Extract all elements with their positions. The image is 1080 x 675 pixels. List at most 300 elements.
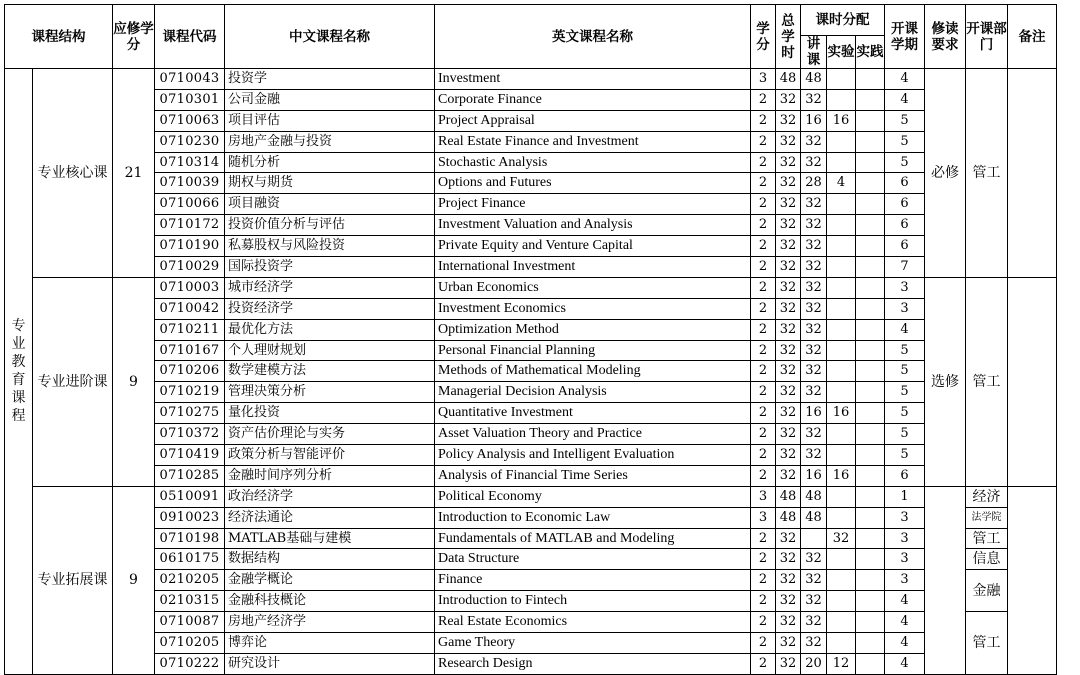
- header-department: 开课部门: [966, 5, 1008, 69]
- course-code: 0710275: [155, 403, 225, 424]
- course-code: 0610175: [155, 549, 225, 570]
- course-lecture: 32: [801, 340, 827, 361]
- course-lab: [827, 298, 856, 319]
- header-semester: 开课学期: [885, 5, 925, 69]
- course-credit: 2: [751, 89, 776, 110]
- course-hours: 32: [776, 110, 801, 131]
- header-credits-required: 应修学分: [113, 5, 155, 69]
- course-credit: 2: [751, 277, 776, 298]
- course-semester: 7: [885, 257, 925, 278]
- department-cell: 管工: [966, 612, 1008, 675]
- course-cn-name: 私募股权与风险投资: [225, 236, 435, 257]
- course-lab: 4: [827, 173, 856, 194]
- table-row: [5, 465, 1057, 486]
- course-en-name: Urban Economics: [435, 277, 751, 298]
- course-en-name: Quantitative Investment: [435, 403, 751, 424]
- course-hours: 32: [776, 570, 801, 591]
- course-semester: 6: [885, 173, 925, 194]
- group-name: 专业核心课: [33, 69, 113, 278]
- course-hours: 32: [776, 215, 801, 236]
- course-semester: 5: [885, 403, 925, 424]
- course-credit: 3: [751, 486, 776, 507]
- course-en-name: Investment: [435, 69, 751, 90]
- course-table-container: [4, 4, 1057, 675]
- course-practice: [856, 528, 885, 549]
- course-practice: [856, 131, 885, 152]
- course-credit: 2: [751, 612, 776, 633]
- course-practice: [856, 570, 885, 591]
- course-lab: [827, 89, 856, 110]
- course-semester: 5: [885, 361, 925, 382]
- course-code: 0710043: [155, 69, 225, 90]
- department-cell: 法学院: [966, 507, 1008, 528]
- course-code: 0710285: [155, 465, 225, 486]
- course-credit: 2: [751, 110, 776, 131]
- table-row: [5, 549, 1057, 570]
- table-row: [5, 340, 1057, 361]
- course-code: 0710029: [155, 257, 225, 278]
- course-en-name: Introduction to Economic Law: [435, 507, 751, 528]
- course-lab: [827, 236, 856, 257]
- course-practice: [856, 236, 885, 257]
- course-lecture: 32: [801, 236, 827, 257]
- course-table: [4, 4, 1057, 675]
- course-lecture: 28: [801, 173, 827, 194]
- department-cell: 管工: [966, 277, 1008, 486]
- course-code: 0210205: [155, 570, 225, 591]
- course-hours: 32: [776, 298, 801, 319]
- header-hours-dist: 课时分配: [801, 5, 885, 36]
- course-lab: [827, 633, 856, 654]
- department-cell: 经济: [966, 486, 1008, 507]
- course-credit: 2: [751, 257, 776, 278]
- course-code: 0710087: [155, 612, 225, 633]
- course-lecture: 32: [801, 549, 827, 570]
- table-row: [5, 633, 1057, 654]
- course-hours: 32: [776, 194, 801, 215]
- course-code: 0710063: [155, 110, 225, 131]
- course-hours: 48: [776, 507, 801, 528]
- course-cn-name: 数据结构: [225, 549, 435, 570]
- course-hours: 32: [776, 173, 801, 194]
- course-semester: 4: [885, 319, 925, 340]
- table-row: [5, 507, 1057, 528]
- course-lecture: 48: [801, 69, 827, 90]
- table-row: [5, 591, 1057, 612]
- course-cn-name: 金融科技概论: [225, 591, 435, 612]
- course-lecture: 32: [801, 319, 827, 340]
- course-lecture: 16: [801, 465, 827, 486]
- group-remark: [1008, 69, 1057, 278]
- course-lecture: 32: [801, 361, 827, 382]
- course-semester: 3: [885, 570, 925, 591]
- department-cell: 管工: [966, 69, 1008, 278]
- course-credit: 2: [751, 236, 776, 257]
- course-cn-name: 资产估价理论与实务: [225, 424, 435, 445]
- course-practice: [856, 486, 885, 507]
- course-semester: 3: [885, 549, 925, 570]
- course-practice: [856, 257, 885, 278]
- course-practice: [856, 424, 885, 445]
- course-lab: [827, 549, 856, 570]
- course-en-name: Political Economy: [435, 486, 751, 507]
- course-semester: 4: [885, 591, 925, 612]
- course-lab: 16: [827, 403, 856, 424]
- table-row: [5, 194, 1057, 215]
- course-lab: [827, 194, 856, 215]
- course-practice: [856, 445, 885, 466]
- course-lab: [827, 277, 856, 298]
- course-cn-name: 金融时间序列分析: [225, 465, 435, 486]
- department-cell: 金融: [966, 570, 1008, 612]
- course-code: 0710167: [155, 340, 225, 361]
- course-lecture: 16: [801, 403, 827, 424]
- course-cn-name: 国际投资学: [225, 257, 435, 278]
- course-hours: 48: [776, 69, 801, 90]
- course-practice: [856, 89, 885, 110]
- course-hours: 32: [776, 465, 801, 486]
- course-lecture: 32: [801, 131, 827, 152]
- header-experiment: 实验: [827, 36, 856, 69]
- course-cn-name: 最优化方法: [225, 319, 435, 340]
- course-semester: 3: [885, 507, 925, 528]
- course-cn-name: 投资价值分析与评估: [225, 215, 435, 236]
- course-code: 0710301: [155, 89, 225, 110]
- course-semester: 6: [885, 194, 925, 215]
- course-semester: 5: [885, 382, 925, 403]
- table-row: [5, 319, 1057, 340]
- course-en-name: Asset Valuation Theory and Practice: [435, 424, 751, 445]
- course-cn-name: 政治经济学: [225, 486, 435, 507]
- category-cell: 专业教育课程: [5, 69, 33, 675]
- course-hours: 32: [776, 633, 801, 654]
- course-credit: 3: [751, 69, 776, 90]
- course-en-name: Managerial Decision Analysis: [435, 382, 751, 403]
- table-row: [5, 528, 1057, 549]
- course-semester: 4: [885, 612, 925, 633]
- course-en-name: Research Design: [435, 653, 751, 674]
- course-lecture: 32: [801, 257, 827, 278]
- course-lab: [827, 424, 856, 445]
- course-code: 0710042: [155, 298, 225, 319]
- course-practice: [856, 633, 885, 654]
- course-semester: 5: [885, 110, 925, 131]
- course-code: 0710372: [155, 424, 225, 445]
- course-code: 0710206: [155, 361, 225, 382]
- course-credit: 2: [751, 361, 776, 382]
- course-hours: 32: [776, 257, 801, 278]
- course-cn-name: 房地产经济学: [225, 612, 435, 633]
- course-credit: 2: [751, 465, 776, 486]
- course-cn-name: 投资学: [225, 69, 435, 90]
- group-requirement: 必修: [925, 69, 966, 278]
- table-row: [5, 110, 1057, 131]
- course-lab: [827, 340, 856, 361]
- course-cn-name: 随机分析: [225, 152, 435, 173]
- course-semester: 5: [885, 152, 925, 173]
- course-en-name: Policy Analysis and Intelligent Evaluation: [435, 445, 751, 466]
- course-credit: 2: [751, 633, 776, 654]
- group-remark: [1008, 486, 1057, 674]
- course-hours: 32: [776, 612, 801, 633]
- course-practice: [856, 403, 885, 424]
- group-requirement: [925, 486, 966, 674]
- course-practice: [856, 69, 885, 90]
- course-en-name: Data Structure: [435, 549, 751, 570]
- course-en-name: Corporate Finance: [435, 89, 751, 110]
- course-lab: [827, 361, 856, 382]
- group-requirement: 选修: [925, 277, 966, 486]
- course-en-name: Project Appraisal: [435, 110, 751, 131]
- table-row: [5, 215, 1057, 236]
- course-code: 0510091: [155, 486, 225, 507]
- course-en-name: Fundamentals of MATLAB and Modeling: [435, 528, 751, 549]
- group-name: 专业进阶课: [33, 277, 113, 486]
- course-credit: 3: [751, 507, 776, 528]
- course-lecture: 32: [801, 152, 827, 173]
- table-row: [5, 403, 1057, 424]
- course-hours: 32: [776, 528, 801, 549]
- course-credit: 2: [751, 215, 776, 236]
- course-practice: [856, 194, 885, 215]
- course-lab: [827, 486, 856, 507]
- course-practice: [856, 361, 885, 382]
- course-code: 0710039: [155, 173, 225, 194]
- course-hours: 32: [776, 152, 801, 173]
- course-en-name: Analysis of Financial Time Series: [435, 465, 751, 486]
- table-row: [5, 257, 1057, 278]
- course-hours: 32: [776, 549, 801, 570]
- course-cn-name: 管理决策分析: [225, 382, 435, 403]
- course-credit: 2: [751, 528, 776, 549]
- course-semester: 6: [885, 465, 925, 486]
- course-lab: [827, 445, 856, 466]
- course-cn-name: 数学建模方法: [225, 361, 435, 382]
- course-en-name: Private Equity and Venture Capital: [435, 236, 751, 257]
- course-credit: 2: [751, 424, 776, 445]
- course-lecture: 32: [801, 382, 827, 403]
- course-semester: 3: [885, 277, 925, 298]
- course-code: 0710066: [155, 194, 225, 215]
- course-en-name: Personal Financial Planning: [435, 340, 751, 361]
- course-practice: [856, 549, 885, 570]
- table-row: [5, 69, 1057, 90]
- course-credit: 2: [751, 173, 776, 194]
- course-code: 0710230: [155, 131, 225, 152]
- header-structure: 课程结构: [5, 5, 113, 69]
- course-cn-name: 个人理财规划: [225, 340, 435, 361]
- course-en-name: Options and Futures: [435, 173, 751, 194]
- course-code: 0710211: [155, 319, 225, 340]
- course-lecture: 32: [801, 633, 827, 654]
- course-code: 0710419: [155, 445, 225, 466]
- course-lecture: [801, 528, 827, 549]
- table-row: [5, 445, 1057, 466]
- course-semester: 4: [885, 653, 925, 674]
- course-practice: [856, 152, 885, 173]
- course-practice: [856, 298, 885, 319]
- course-lab: 12: [827, 653, 856, 674]
- course-hours: 32: [776, 277, 801, 298]
- course-hours: 32: [776, 319, 801, 340]
- course-lab: 16: [827, 110, 856, 131]
- course-en-name: Real Estate Economics: [435, 612, 751, 633]
- course-credit: 2: [751, 340, 776, 361]
- course-lecture: 32: [801, 215, 827, 236]
- course-en-name: Methods of Mathematical Modeling: [435, 361, 751, 382]
- header-requirement: 修读要求: [925, 5, 966, 69]
- course-practice: [856, 591, 885, 612]
- course-code: 0710198: [155, 528, 225, 549]
- department-cell: 信息: [966, 549, 1008, 570]
- table-row: [5, 277, 1057, 298]
- table-row: [5, 612, 1057, 633]
- header-total-hours: 总学时: [776, 5, 801, 69]
- course-lecture: 48: [801, 507, 827, 528]
- course-credit: 2: [751, 570, 776, 591]
- table-row: [5, 173, 1057, 194]
- course-cn-name: 政策分析与智能评价: [225, 445, 435, 466]
- course-credit: 2: [751, 152, 776, 173]
- course-lecture: 32: [801, 277, 827, 298]
- course-credit: 2: [751, 131, 776, 152]
- course-code: 0910023: [155, 507, 225, 528]
- course-en-name: Investment Economics: [435, 298, 751, 319]
- course-lab: [827, 507, 856, 528]
- course-code: 0710205: [155, 633, 225, 654]
- table-row: [5, 131, 1057, 152]
- course-cn-name: 项目评估: [225, 110, 435, 131]
- course-semester: 6: [885, 236, 925, 257]
- course-code: 0710314: [155, 152, 225, 173]
- course-semester: 5: [885, 445, 925, 466]
- course-credit: 2: [751, 591, 776, 612]
- course-credit: 2: [751, 653, 776, 674]
- table-row: [5, 89, 1057, 110]
- course-semester: 3: [885, 298, 925, 319]
- course-practice: [856, 653, 885, 674]
- header-code: 课程代码: [155, 5, 225, 69]
- table-row: [5, 570, 1057, 591]
- course-en-name: Real Estate Finance and Investment: [435, 131, 751, 152]
- course-hours: 32: [776, 236, 801, 257]
- course-hours: 32: [776, 653, 801, 674]
- course-cn-name: 经济法通论: [225, 507, 435, 528]
- course-cn-name: 项目融资: [225, 194, 435, 215]
- course-lab: [827, 69, 856, 90]
- header-lecture: 讲课: [801, 36, 827, 69]
- course-cn-name: 公司金融: [225, 89, 435, 110]
- group-name: 专业拓展课: [33, 486, 113, 674]
- course-cn-name: 投资经济学: [225, 298, 435, 319]
- course-cn-name: 期权与期货: [225, 173, 435, 194]
- course-practice: [856, 277, 885, 298]
- course-hours: 32: [776, 361, 801, 382]
- course-cn-name: 研究设计: [225, 653, 435, 674]
- course-practice: [856, 612, 885, 633]
- table-row: [5, 653, 1057, 674]
- course-hours: 32: [776, 340, 801, 361]
- course-hours: 48: [776, 486, 801, 507]
- course-semester: 4: [885, 633, 925, 654]
- course-credit: 2: [751, 194, 776, 215]
- course-hours: 32: [776, 403, 801, 424]
- group-credits: 9: [113, 486, 155, 674]
- course-lab: 32: [827, 528, 856, 549]
- course-credit: 2: [751, 445, 776, 466]
- course-en-name: Project Finance: [435, 194, 751, 215]
- course-en-name: Stochastic Analysis: [435, 152, 751, 173]
- course-practice: [856, 173, 885, 194]
- course-en-name: Introduction to Fintech: [435, 591, 751, 612]
- header-en-name: 英文课程名称: [435, 5, 751, 69]
- header-remark: 备注: [1008, 5, 1057, 69]
- header-row-1: [5, 5, 1057, 36]
- course-lecture: 32: [801, 424, 827, 445]
- course-practice: [856, 465, 885, 486]
- course-en-name: Investment Valuation and Analysis: [435, 215, 751, 236]
- course-lab: [827, 257, 856, 278]
- course-practice: [856, 319, 885, 340]
- course-semester: 1: [885, 486, 925, 507]
- course-hours: 32: [776, 591, 801, 612]
- course-cn-name: 博弈论: [225, 633, 435, 654]
- course-hours: 32: [776, 424, 801, 445]
- table-row: [5, 361, 1057, 382]
- group-credits: 9: [113, 277, 155, 486]
- course-semester: 5: [885, 424, 925, 445]
- course-en-name: Finance: [435, 570, 751, 591]
- course-practice: [856, 382, 885, 403]
- table-row: [5, 382, 1057, 403]
- course-credit: 2: [751, 382, 776, 403]
- header-practice: 实践: [856, 36, 885, 69]
- group-remark: [1008, 277, 1057, 486]
- course-lab: [827, 382, 856, 403]
- course-cn-name: 房地产金融与投资: [225, 131, 435, 152]
- course-practice: [856, 110, 885, 131]
- course-lecture: 32: [801, 570, 827, 591]
- course-lecture: 32: [801, 89, 827, 110]
- course-code: 0710172: [155, 215, 225, 236]
- course-cn-name: 量化投资: [225, 403, 435, 424]
- course-semester: 5: [885, 131, 925, 152]
- course-lecture: 32: [801, 612, 827, 633]
- course-lab: [827, 131, 856, 152]
- course-code: 0710222: [155, 653, 225, 674]
- course-lab: 16: [827, 465, 856, 486]
- course-lecture: 20: [801, 653, 827, 674]
- course-lab: [827, 591, 856, 612]
- course-hours: 32: [776, 382, 801, 403]
- course-practice: [856, 215, 885, 236]
- course-semester: 6: [885, 215, 925, 236]
- header-credit: 学分: [751, 5, 776, 69]
- course-lab: [827, 215, 856, 236]
- course-semester: 3: [885, 528, 925, 549]
- course-lecture: 16: [801, 110, 827, 131]
- table-row: [5, 152, 1057, 173]
- department-cell: 管工: [966, 528, 1008, 549]
- course-practice: [856, 340, 885, 361]
- course-lab: [827, 152, 856, 173]
- course-code: 0710219: [155, 382, 225, 403]
- course-lecture: 32: [801, 445, 827, 466]
- header-cn-name: 中文课程名称: [225, 5, 435, 69]
- course-cn-name: MATLAB基础与建模: [225, 528, 435, 549]
- course-lab: [827, 612, 856, 633]
- course-lecture: 32: [801, 591, 827, 612]
